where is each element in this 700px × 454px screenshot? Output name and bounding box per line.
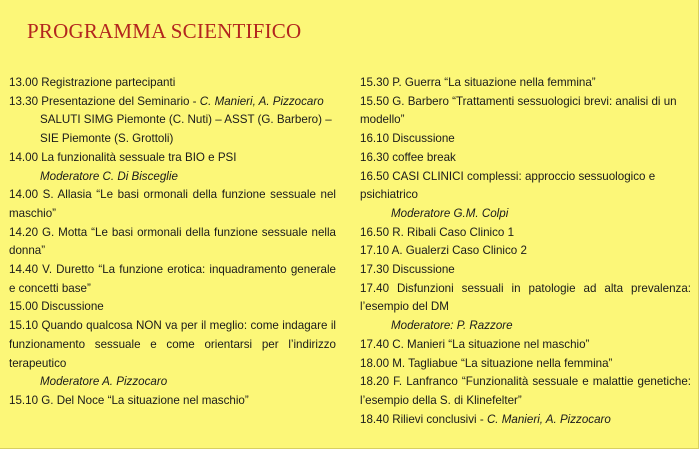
schedule-item [9,261,336,298]
schedule-item [9,392,336,411]
schedule-item [360,373,691,410]
schedule-item [360,149,691,168]
schedule-item-text: 17.40 C. Manieri “La situazione nel maschio” [360,337,590,351]
schedule-item-text: 15.00 Discussione [9,300,104,314]
schedule-item [9,74,336,93]
right-column [360,74,691,429]
schedule-item [9,317,336,373]
schedule-item [360,411,691,430]
schedule-item [9,93,336,112]
schedule-item [9,298,336,317]
schedule-item-text: SALUTI SIMG Piemonte (C. Nuti) – ASST (G. Barbero) – SIE Piemonte (S. Grottoli) [40,113,332,146]
schedule-item [360,261,691,280]
schedule-item-text: 16.30 coffee break [360,150,456,164]
schedule-item-text: 15.50 G. Barbero “Trattamenti sessuologici brevi: analisi di un modello” [360,94,677,127]
schedule-item-text: 17.40 Disfunzioni sessuali in patologie ad alta prevalenza: l’esempio del DM [360,281,691,314]
schedule-item [9,149,336,168]
schedule-item-text: 17.30 Discussione [360,263,455,277]
speakers-italic: C. Manieri, A. Pizzocaro [199,94,324,108]
schedule-item-text: 16.50 CASI CLINICI complessi: approccio sessuologico e psichiatrico [360,169,656,202]
schedule-item [360,280,691,317]
schedule-item-text: 15.10 Quando qualcosa NON va per il meglio: come indagare il funzionamento sessuale e come orientarsi per l’indirizzo terapeutico [9,319,336,370]
schedule-item-text: 14.00 La funzionalità sessuale tra BIO e PSI [9,150,237,164]
schedule-item-text: 18.00 M. Tagliabue “La situazione nella femmina” [360,356,613,370]
moderator-line: Moderatore G.M. Colpi [391,206,509,220]
schedule-item [9,186,336,223]
moderator-line: Moderatore C. Di Bisceglie [40,169,178,183]
schedule-item-text: 13.00 Registrazione partecipanti [9,76,176,89]
schedule-item [9,111,336,148]
schedule-item-text: 13.30 Presentazione del Seminario - [9,94,200,108]
moderator-line: Moderatore: P. Razzore [391,319,513,333]
speakers-italic: C. Manieri, A. Pizzocaro [486,412,611,426]
schedule-item [9,224,336,261]
schedule-item [360,168,691,205]
schedule-item-text: 18.40 Rilievi conclusivi - [360,412,487,426]
schedule-item [360,93,691,130]
schedule-item-text: 16.10 Discussione [360,132,455,146]
schedule-item-text: 14.20 G. Motta “Le basi ormonali della funzione sessuale nella donna” [9,225,336,258]
schedule-item-text: 18.20 F. Lanfranco “Funzionalità sessuale e malattie genetiche: l’esempio della S. di Klinefelter” [360,375,691,407]
moderator-line: Moderatore A. Pizzocaro [40,375,168,389]
schedule-item-text: 15.30 P. Guerra “La situazione nella femmina” [360,76,596,89]
schedule-item [360,224,691,243]
schedule-item-text: 16.50 R. Ribali Caso Clinico 1 [360,225,515,239]
schedule-item [360,130,691,149]
schedule-item [360,74,691,93]
schedule-item-text: 14.40 V. Duretto “La funzione erotica: inquadramento generale e concetti base” [9,263,336,295]
schedule-item-text: 17.10 A. Gualerzi Caso Clinico 2 [360,244,527,258]
left-column [9,74,336,411]
schedule-item-text: 14.00 S. Allasia “Le basi ormonali della funzione sessuale nel maschio” [9,188,336,220]
schedule-item [360,336,691,355]
page-title: PROGRAMMA SCIENTIFICO [27,19,302,43]
schedule-item [360,242,691,261]
schedule-item [360,355,691,374]
schedule-item-text: 15.10 G. Del Noce “La situazione nel maschio” [9,393,249,407]
